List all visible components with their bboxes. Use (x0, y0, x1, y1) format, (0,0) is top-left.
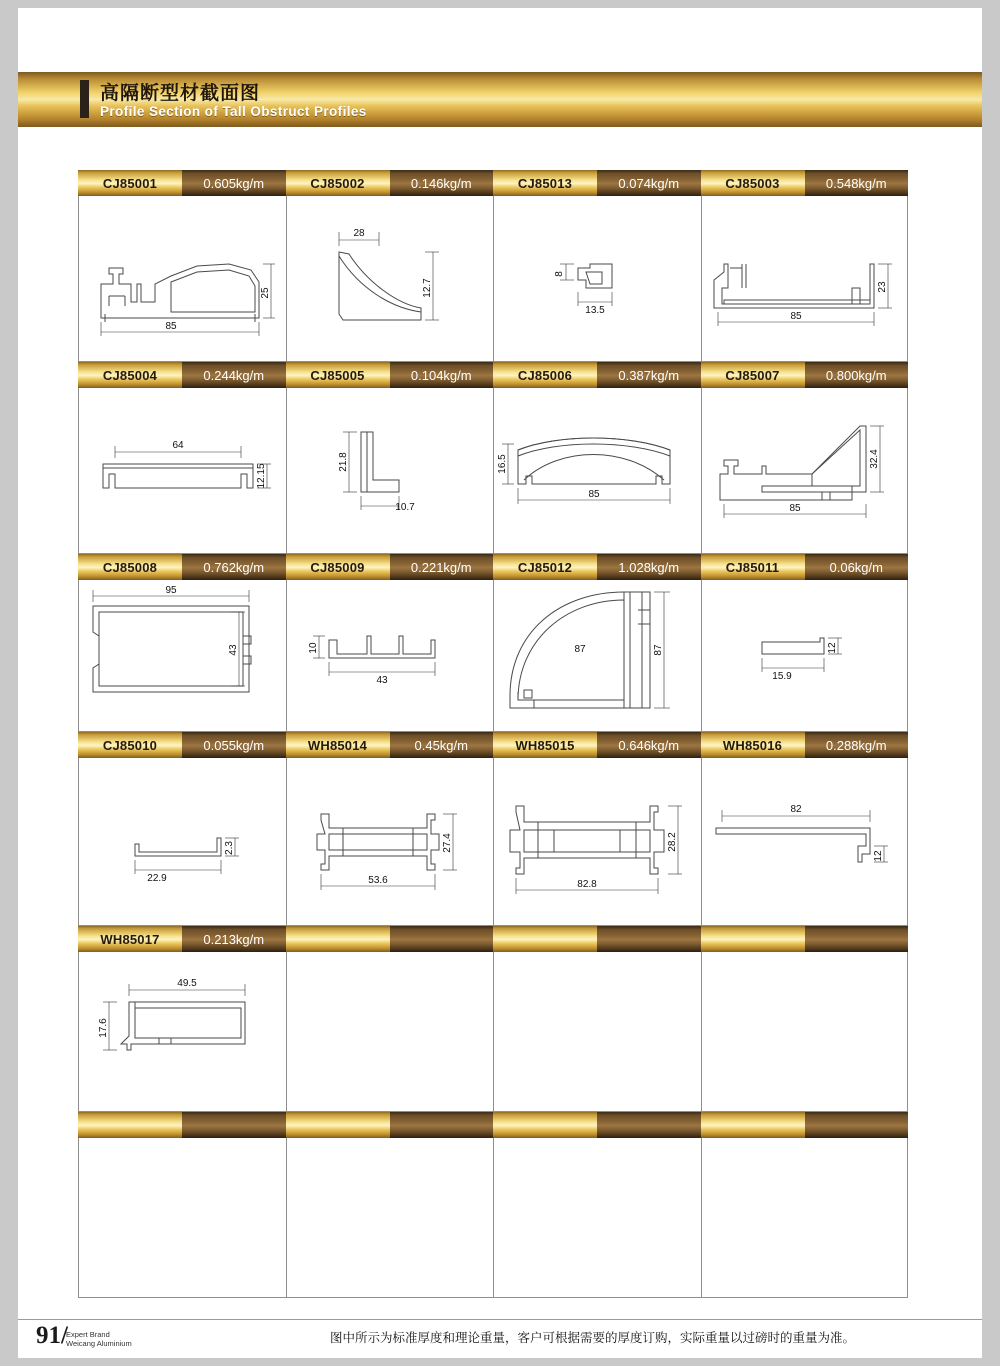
profile-weight (597, 1112, 701, 1138)
dim-label: 15.9 (771, 671, 792, 682)
dim-label: 87 (653, 644, 664, 656)
dim-label: 12.15 (256, 463, 267, 489)
profile-header (701, 732, 909, 758)
dim-label: 82 (789, 804, 802, 815)
profile-drawing (286, 388, 494, 554)
profile-cell (286, 732, 494, 926)
profile-cell (701, 926, 909, 1112)
profile-weight: 0.45kg/m (390, 732, 494, 758)
brand-line-2: Weicang Aluminium (66, 1339, 132, 1348)
profile-row (78, 732, 908, 926)
dim-label: 8 (554, 271, 565, 277)
profile-cell (78, 1112, 286, 1298)
profile-weight: 0.548kg/m (805, 170, 909, 196)
profile-drawing (78, 196, 286, 362)
profile-weight: 0.146kg/m (390, 170, 494, 196)
profile-header (78, 170, 286, 196)
profile-header (286, 554, 494, 580)
profile-code: CJ85008 (78, 554, 182, 580)
profile-code: CJ85011 (701, 554, 805, 580)
profile-cell (286, 1112, 494, 1298)
profile-code: WH85017 (78, 926, 182, 952)
profile-drawing (78, 388, 286, 554)
profile-code: CJ85003 (701, 170, 805, 196)
profile-code: CJ85009 (286, 554, 390, 580)
profile-cell (493, 926, 701, 1112)
profile-drawing (286, 580, 494, 732)
profile-weight: 0.762kg/m (182, 554, 286, 580)
header-accent-bar (80, 80, 89, 118)
profile-header (286, 1112, 494, 1138)
profile-code: CJ85013 (493, 170, 597, 196)
profile-drawing (78, 580, 286, 732)
profile-weight: 0.06kg/m (805, 554, 909, 580)
profile-code (78, 1112, 182, 1138)
dim-label: 49.5 (177, 978, 197, 989)
profile-header (701, 170, 909, 196)
profile-weight: 0.074kg/m (597, 170, 701, 196)
profile-weight: 0.387kg/m (597, 362, 701, 388)
page-header-banner (18, 72, 982, 127)
profile-drawing (493, 952, 701, 1112)
profile-code (701, 1112, 805, 1138)
page-title-en: Profile Section of Tall Obstruct Profiles (100, 104, 367, 119)
profile-drawing (701, 1138, 909, 1298)
dim-label: 85 (165, 321, 177, 332)
dim-label: 82.8 (577, 879, 597, 890)
dim-label: 25 (260, 287, 271, 299)
profile-cell (493, 1112, 701, 1298)
profile-code: CJ85012 (493, 554, 597, 580)
profile-weight: 0.055kg/m (182, 732, 286, 758)
profile-cell (78, 732, 286, 926)
profile-cell (701, 1112, 909, 1298)
profile-code: CJ85001 (78, 170, 182, 196)
profile-cell (493, 732, 701, 926)
profile-drawing (78, 758, 286, 926)
profile-drawing (493, 196, 701, 362)
profile-drawing (701, 580, 909, 732)
profile-code: CJ85004 (78, 362, 182, 388)
profile-cell (286, 926, 494, 1112)
profile-weight: 0.605kg/m (182, 170, 286, 196)
profile-header (78, 554, 286, 580)
dim-label: 2.3 (224, 841, 235, 855)
profile-row (78, 926, 908, 1112)
profile-header (286, 926, 494, 952)
profile-header (286, 362, 494, 388)
profile-cell (286, 554, 494, 732)
profile-drawing (701, 388, 909, 554)
profile-header (493, 554, 701, 580)
profile-header (493, 732, 701, 758)
profile-header (493, 1112, 701, 1138)
dim-label: 21.8 (337, 452, 349, 472)
dim-label: 17.6 (98, 1018, 109, 1038)
profile-cell (493, 170, 701, 362)
dim-label: 28.2 (667, 832, 678, 852)
profile-header (78, 732, 286, 758)
profile-header (701, 1112, 909, 1138)
profile-weight (597, 926, 701, 952)
dim-label: 85 (789, 311, 802, 322)
profile-grid (78, 170, 908, 1298)
profile-code (701, 926, 805, 952)
profile-header (493, 362, 701, 388)
page-margin-bottom (0, 1358, 1000, 1366)
profile-cell (493, 554, 701, 732)
profile-header (78, 362, 286, 388)
profile-code: CJ85002 (286, 170, 390, 196)
dim-label: 85 (588, 489, 600, 500)
profile-header (701, 362, 909, 388)
profile-cell (286, 362, 494, 554)
dim-label: 12.7 (421, 278, 433, 298)
dim-label: 95 (165, 585, 177, 596)
profile-cell (286, 170, 494, 362)
profile-weight: 0.244kg/m (182, 362, 286, 388)
profile-cell (78, 362, 286, 554)
profile-drawing (78, 952, 286, 1112)
profile-weight: 1.028kg/m (597, 554, 701, 580)
dim-label: 87 (574, 644, 586, 655)
profile-header (286, 732, 494, 758)
footer-divider (18, 1319, 982, 1320)
dim-label: 12 (826, 642, 838, 654)
profile-drawing (493, 580, 701, 732)
profile-code: CJ85006 (493, 362, 597, 388)
profile-code (286, 926, 390, 952)
profile-weight (390, 926, 494, 952)
profile-drawing (286, 952, 494, 1112)
profile-weight: 0.221kg/m (390, 554, 494, 580)
profile-header (701, 554, 909, 580)
dim-label: 53.6 (367, 875, 388, 886)
profile-cell (493, 362, 701, 554)
profile-code (286, 1112, 390, 1138)
profile-cell (701, 170, 909, 362)
brand-mark (66, 1330, 132, 1348)
profile-drawing (286, 1138, 494, 1298)
profile-header (493, 926, 701, 952)
profile-row (78, 1112, 908, 1298)
profile-header (493, 170, 701, 196)
profile-code: WH85014 (286, 732, 390, 758)
profile-drawing (493, 758, 701, 926)
profile-code: CJ85007 (701, 362, 805, 388)
page-number: 91/ (36, 1322, 68, 1349)
profile-code: CJ85005 (286, 362, 390, 388)
dim-label: 22.9 (147, 873, 167, 884)
profile-code: CJ85010 (78, 732, 182, 758)
profile-drawing (701, 952, 909, 1112)
page-margin-left (0, 0, 18, 1366)
dim-label: 10 (307, 642, 319, 654)
page-margin-top (0, 0, 1000, 8)
profile-drawing (78, 1138, 286, 1298)
profile-row (78, 554, 908, 732)
profile-weight (805, 1112, 909, 1138)
dim-label: 16.5 (497, 454, 508, 474)
dim-label: 23 (876, 281, 888, 293)
profile-weight (390, 1112, 494, 1138)
profile-drawing (493, 1138, 701, 1298)
dim-label: 27.4 (441, 833, 453, 853)
profile-code: WH85016 (701, 732, 805, 758)
profile-drawing (493, 388, 701, 554)
dim-label: 10.7 (394, 502, 415, 513)
profile-weight (805, 926, 909, 952)
dim-label: 13.5 (585, 305, 605, 316)
profile-cell (78, 170, 286, 362)
dim-label: 64 (172, 440, 184, 451)
page-title-cn: 高隔断型材截面图 (100, 82, 261, 104)
profile-code (493, 1112, 597, 1138)
dim-label: 43 (375, 675, 388, 686)
profile-weight (182, 1112, 286, 1138)
dim-label: 12 (872, 850, 884, 862)
profile-cell (701, 362, 909, 554)
profile-row (78, 362, 908, 554)
profile-code (493, 926, 597, 952)
profile-header (701, 926, 909, 952)
profile-row (78, 170, 908, 362)
profile-drawing (701, 758, 909, 926)
profile-cell (78, 554, 286, 732)
dim-label: 28 (352, 228, 365, 239)
profile-drawing (286, 196, 494, 362)
profile-code: WH85015 (493, 732, 597, 758)
profile-header (286, 170, 494, 196)
profile-weight: 0.213kg/m (182, 926, 286, 952)
profile-weight: 0.800kg/m (805, 362, 909, 388)
profile-weight: 0.104kg/m (390, 362, 494, 388)
profile-cell (701, 732, 909, 926)
dim-label: 85 (788, 503, 801, 514)
dim-label: 43 (228, 644, 239, 656)
profile-weight: 0.288kg/m (805, 732, 909, 758)
profile-weight: 0.646kg/m (597, 732, 701, 758)
profile-drawing (701, 196, 909, 362)
page-margin-right (982, 0, 1000, 1366)
profile-header (78, 926, 286, 952)
dim-label: 32.4 (868, 449, 880, 469)
brand-line-1: Expert Brand (66, 1330, 110, 1339)
profile-cell (78, 926, 286, 1112)
profile-header (78, 1112, 286, 1138)
profile-cell (701, 554, 909, 732)
profile-drawing (286, 758, 494, 926)
footer-note: 图中所示为标准厚度和理论重量，客户可根据需要的厚度订购，实际重量以过磅时的重量为准。 (330, 1330, 856, 1345)
